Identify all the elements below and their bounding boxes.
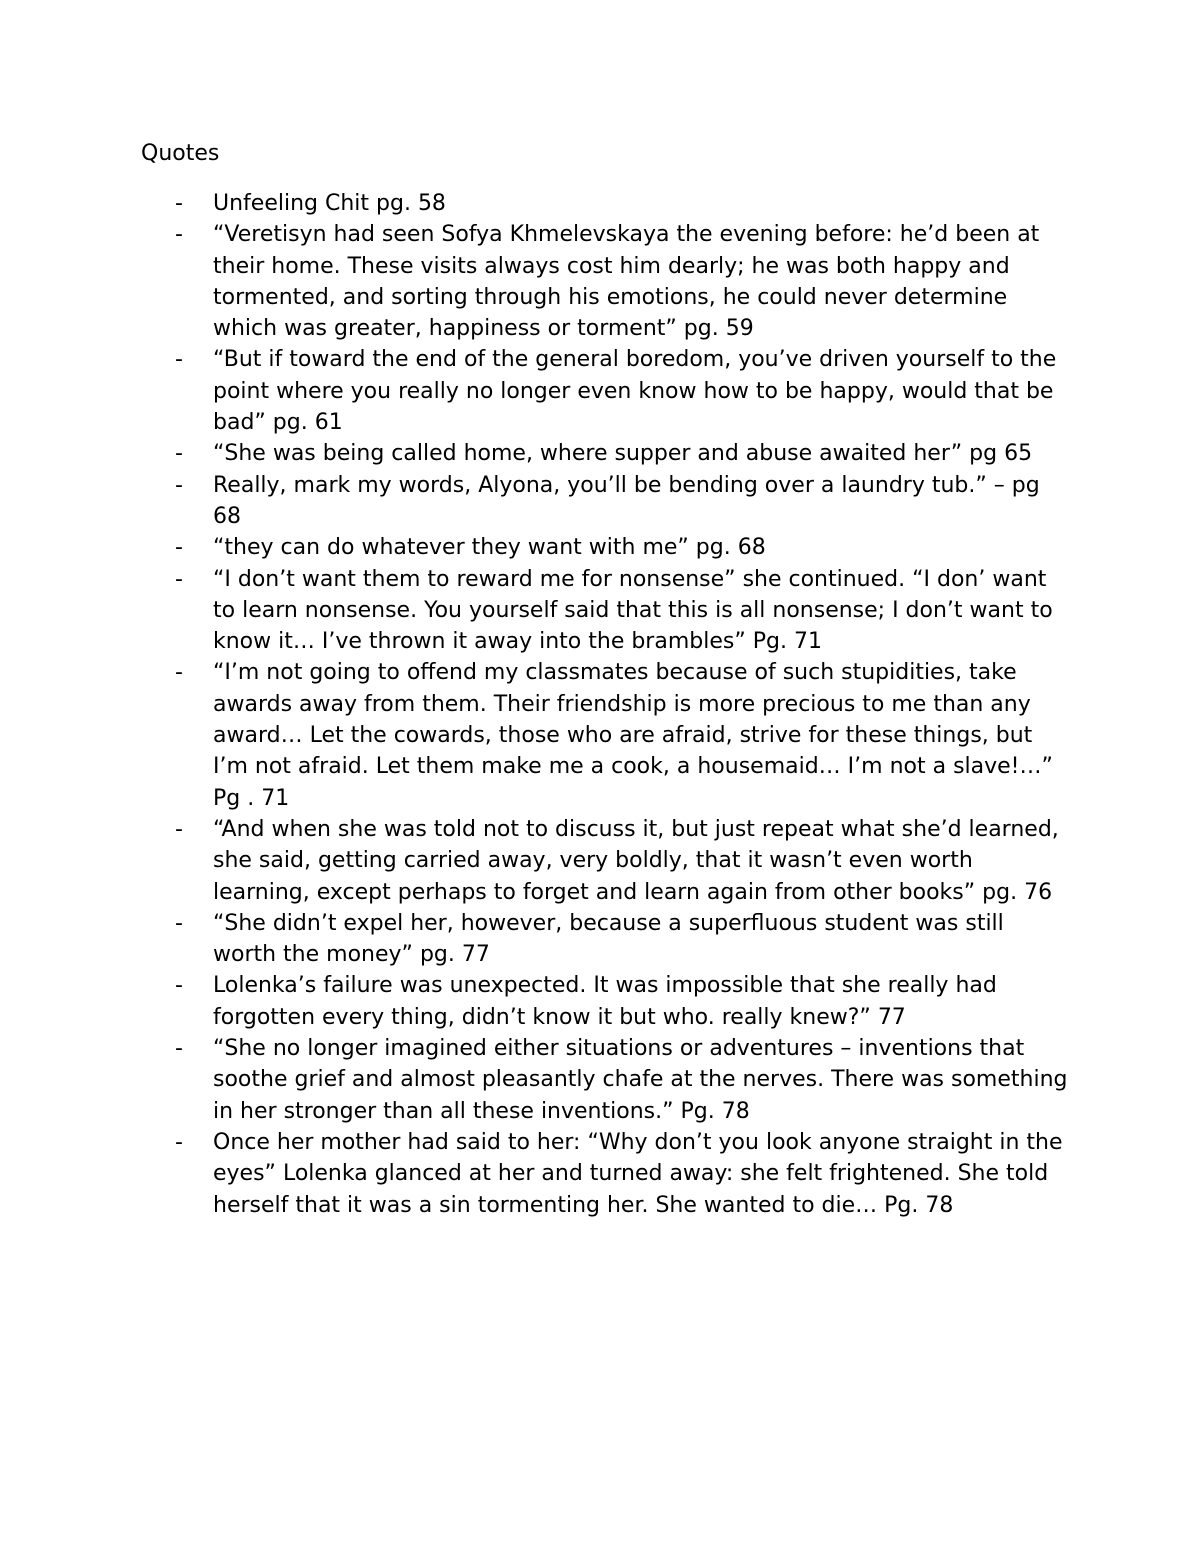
list-item	[141, 908, 1071, 971]
quote-text: “they can do whatever they want with me” pg. 68	[213, 535, 766, 561]
list-item	[141, 657, 1071, 813]
list-item	[141, 344, 1071, 438]
bullet-dash: -	[175, 535, 183, 561]
list-item	[141, 814, 1071, 908]
quote-text: Lolenka’s failure was unexpected. It was impossible that she really had forgotten every thing, didn’t know it but who. really knew?” 77	[213, 973, 997, 1030]
list-item	[141, 219, 1071, 344]
bullet-dash: -	[175, 1129, 183, 1155]
quote-text: Unfeeling Chit pg. 58	[213, 191, 446, 216]
quote-text: “I don’t want them to reward me for nonsense” she continued. “I don’ want to learn nonsense. You yourself said that this is all nonsense; I don’t want to know it… I’ve thrown it away into the brambles” Pg. 71	[213, 566, 1053, 655]
quote-text: “Veretisyn had seen Sofya Khmelevskaya the evening before: he’d been at their home. These visits always cost him dearly; he was both happy and tormented, and sorting through his emotions, he could never determine which was greater, happiness or torment” pg. 59	[213, 222, 1040, 342]
bullet-dash: -	[175, 347, 183, 373]
quote-text: “She didn’t expel her, however, because a superfluous student was still worth the money” pg. 77	[213, 910, 1004, 968]
list-item	[141, 1033, 1071, 1127]
quote-text: “She no longer imagined either situations or adventures – inventions that soothe grief and almost pleasantly chafe at the nerves. There was something in her stronger than all these inventions.” Pg. 78	[213, 1036, 1068, 1124]
quote-text: “She was being called home, where supper and abuse awaited her” pg 65	[213, 441, 1033, 467]
bullet-dash: -	[175, 191, 183, 216]
list-item	[141, 188, 1071, 219]
list-item	[141, 1127, 1071, 1221]
bullet-dash: -	[175, 816, 183, 842]
quote-list	[141, 188, 1071, 1221]
bullet-dash: -	[175, 472, 183, 498]
list-item	[141, 438, 1071, 469]
document-page	[141, 138, 1071, 1221]
quote-text: Once her mother had said to her: “Why don’t you look anyone straight in the eyes” Lolenka glanced at her and turned away: she felt frightened. She told herself that it was a sin tormenting her. She wanted to die… Pg. 78	[213, 1129, 1063, 1218]
bullet-dash: -	[175, 222, 183, 248]
bullet-dash: -	[175, 441, 183, 467]
quote-text: Really, mark my words, Alyona, you’ll be bending over a laundry tub.” – pg 68	[213, 472, 1040, 529]
quote-text: “And when she was told not to discuss it, but just repeat what she’d learned, she said, getting carried away, very boldly, that it wasn’t even worth learning, except perhaps to forget and learn again from other books” pg. 76	[213, 816, 1059, 905]
bullet-dash: -	[175, 1036, 183, 1062]
bullet-dash: -	[175, 660, 183, 686]
list-item	[141, 470, 1071, 533]
quote-text: “I’m not going to offend my classmates because of such stupidities, take awards away from them. Their friendship is more precious to me than any award… Let the cowards, those who are afraid, strive for these things, but I’m not afraid. Let them make me a cook, a housemaid… I’m not a slave!…” Pg . 71	[213, 660, 1053, 811]
list-item	[141, 970, 1071, 1033]
document-title: Quotes	[141, 141, 220, 166]
quote-text: “But if toward the end of the general boredom, you’ve driven yourself to the point where you really no longer even know how to be happy, would that be bad” pg. 61	[213, 347, 1057, 436]
list-item	[141, 564, 1071, 658]
list-item	[141, 532, 1071, 563]
bullet-dash: -	[175, 910, 183, 936]
bullet-dash: -	[175, 973, 183, 999]
bullet-dash: -	[175, 566, 183, 592]
